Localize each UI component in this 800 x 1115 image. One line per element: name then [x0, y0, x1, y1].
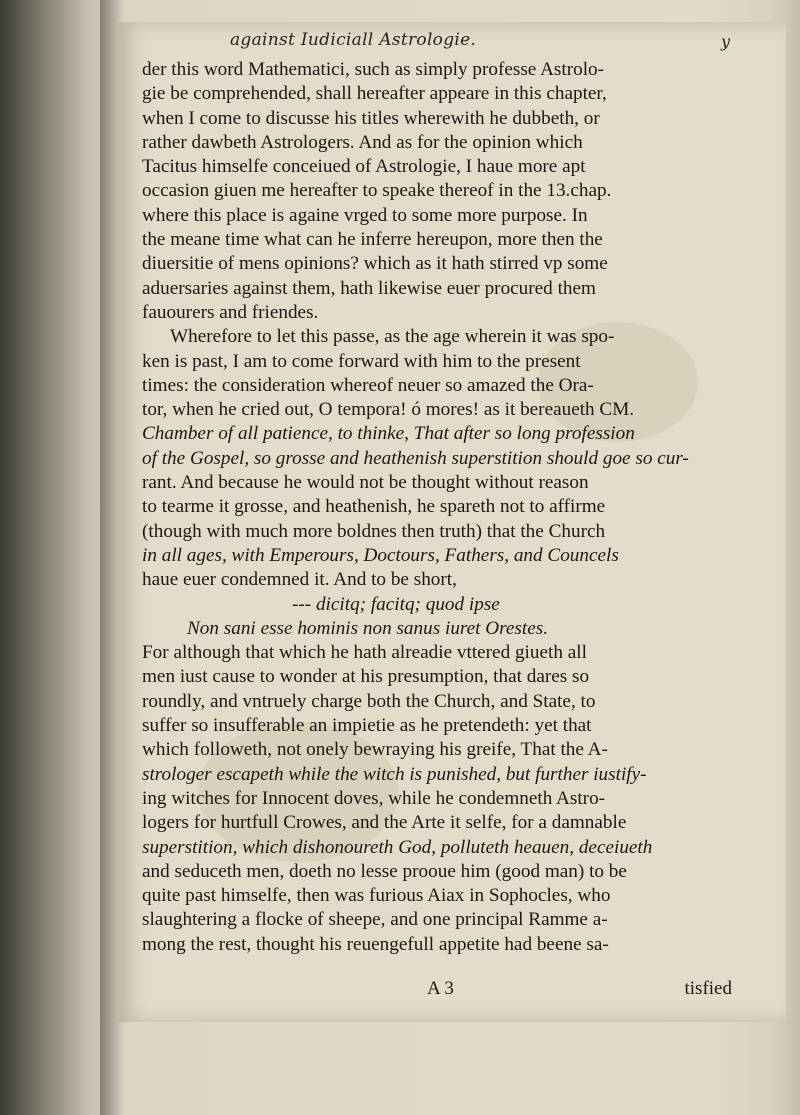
text-line: Wherefore to let this passe, as the age wherein it was spo- — [170, 326, 615, 348]
quote-line: --- dicitq; facitq; quod ipse — [292, 593, 500, 615]
text-line: der this word Mathematici, such as simply professe Astrolo- — [142, 59, 605, 80]
text-line: suffer so insufferable an impietie as he pretendeth: yet that — [142, 715, 592, 737]
text-line: aduersaries against them, hath likewise euer procured them — [142, 277, 596, 299]
text-line: the meane time what can he inferre hereupon, more then the — [142, 229, 603, 251]
text-line: of the Gospel, so grosse and heathenish superstition should goe so cur- — [142, 447, 689, 469]
text-line: where this place is againe vrged to some more purpose. In — [142, 204, 588, 226]
text-line: in all ages, with Emperours, Doctours, Fathers, and Councels — [142, 544, 619, 566]
text-line: quite past himselfe, then was furious Aiax in Sophocles, who — [142, 885, 611, 907]
body-text — [142, 58, 762, 957]
text-line: ing witches for Innocent doves, while he condemneth Astro- — [142, 787, 606, 809]
text-line: rant. And because he would not be thought without reason — [142, 472, 589, 494]
page-header — [230, 30, 750, 58]
text-line: mong the rest, thought his reuengefull appetite had beene sa- — [142, 933, 609, 955]
text-line: Tacitus himselfe conceiued of Astrologie, I haue more apt — [142, 156, 586, 178]
text-line: logers for hurtfull Crowes, and the Arte it selfe, for a damnable — [142, 812, 627, 834]
text-line: and seduceth men, doeth no lesse prooue him (good man) to be — [142, 860, 627, 882]
text-line: gie be comprehended, shall hereafter appeare in this chapter, — [142, 83, 607, 105]
running-head: against Iudiciall Astrologie. — [230, 30, 477, 50]
text-line: fauourers and friendes. — [142, 301, 319, 323]
quote-line: Non sani esse hominis non sanus iuret Orestes. — [187, 617, 549, 639]
text-line: times: the consideration whereof neuer so amazed the Ora- — [142, 374, 594, 396]
text-line: tor, when he cried out, O tempora! ó mores! as it bereaueth CM. — [142, 399, 635, 421]
text-line: slaughtering a flocke of sheepe, and one principal Ramme a- — [142, 909, 608, 931]
text-line: Chamber of all patience, to thinke, That after so long profession — [142, 423, 635, 445]
text-line: to tearme it grosse, and heathenish, he spareth not to affirme — [142, 496, 606, 518]
text-line: diuersitie of mens opinions? which as it hath stirred vp some — [142, 253, 608, 275]
text-line: which followeth, not onely bewraying his greife, That the A- — [142, 739, 608, 761]
text-line: rather dawbeth Astrologers. And as for the opinion which — [142, 131, 583, 153]
text-line: occasion giuen me hereafter to speake thereof in the 13.chap. — [142, 180, 612, 202]
page-signature-mark: y — [720, 32, 730, 51]
page-footer — [142, 978, 762, 1002]
text-line: when I come to discusse his titles wherewith he dubbeth, or — [142, 107, 600, 129]
text-line: haue euer condemned it. And to be short, — [142, 569, 457, 591]
text-line: strologer escapeth while the witch is punished, but further iustify- — [142, 763, 647, 785]
text-line: ken is past, I am to come forward with him to the present — [142, 350, 581, 372]
text-line: For although that which he hath alreadie vttered giueth all — [142, 642, 587, 664]
catchword: tisfied — [684, 978, 732, 999]
text-line: men iust cause to wonder at his presumption, that dares so — [142, 666, 590, 688]
text-line: superstition, which dishonoureth God, polluteth heauen, deceiueth — [142, 836, 653, 858]
signature-mark: A 3 — [427, 978, 454, 999]
text-line: (though with much more boldnes then truth) that the Church — [142, 520, 606, 542]
text-line: roundly, and vntruely charge both the Church, and State, to — [142, 690, 596, 712]
